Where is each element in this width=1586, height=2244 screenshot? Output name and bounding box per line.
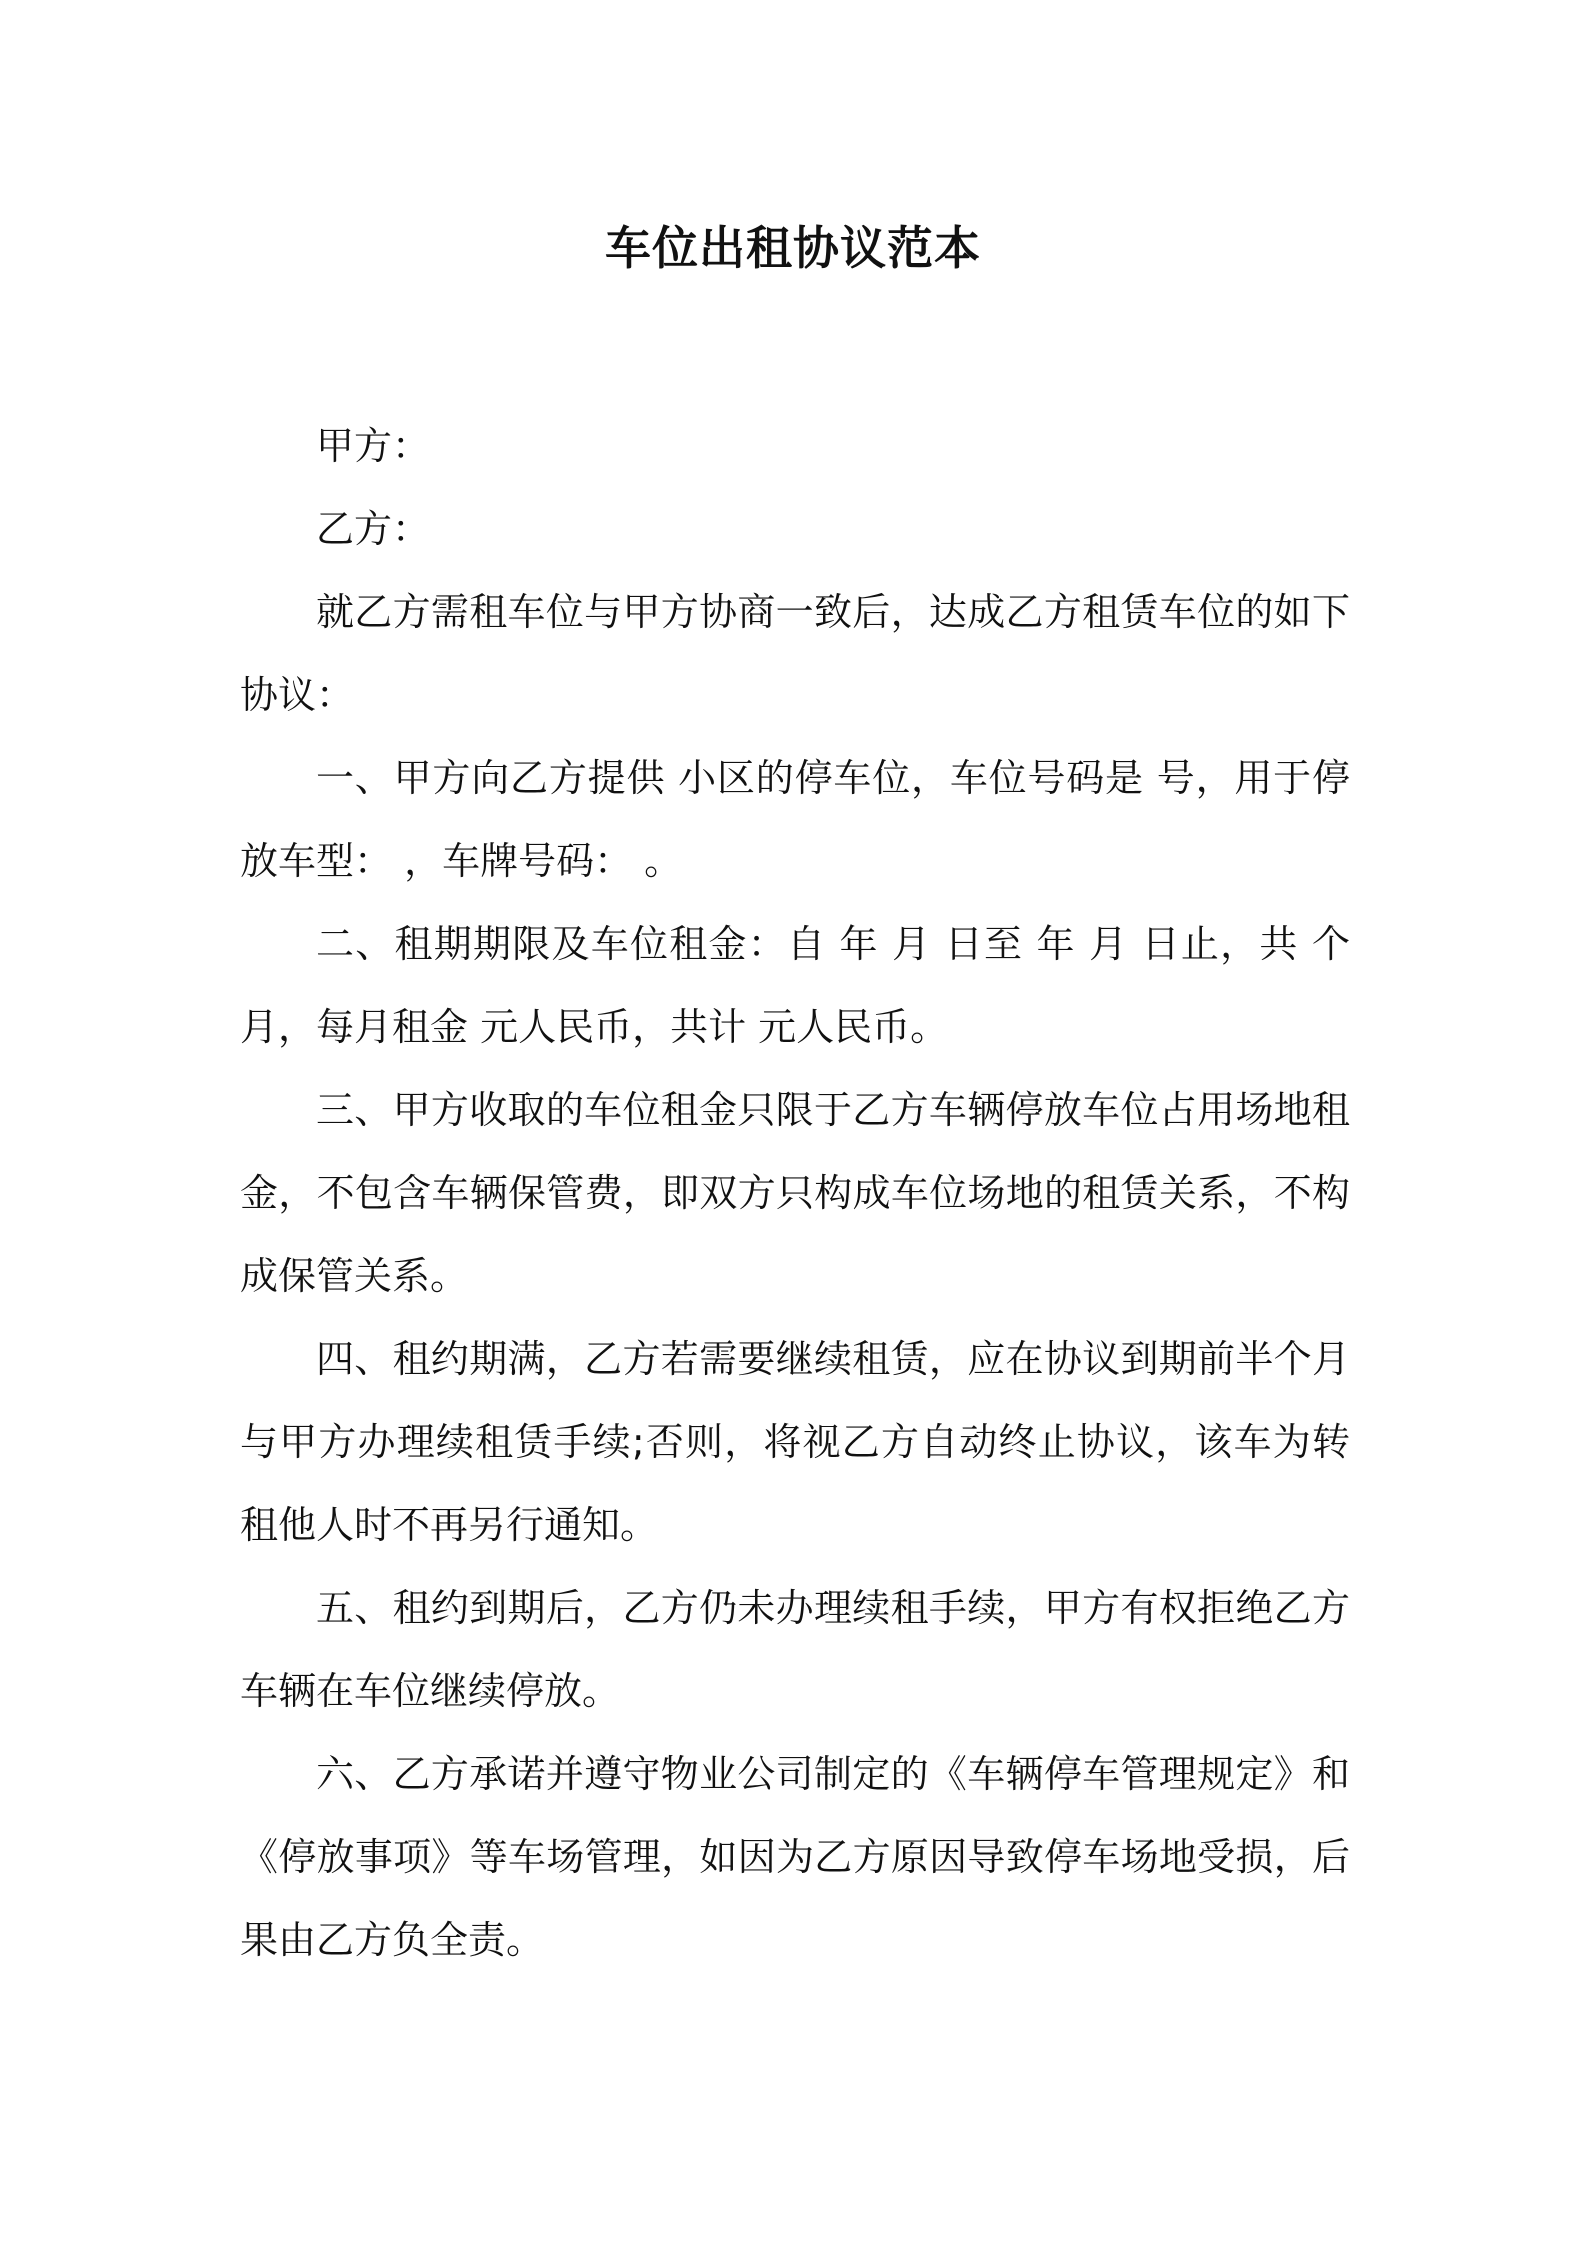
party-b-line: 乙方：: [316, 507, 431, 551]
clause-6-paragraph: 六、乙方承诺并遵守物业公司制定的《车辆停车管理规定》和《停放事项》等车场管理，如因为乙方原因导致停车场地受损，后果由乙方负全责。: [240, 1752, 1350, 1962]
clause-3-paragraph: 三、甲方收取的车位租金只限于乙方车辆停放车位占用场地租金，不包含车辆保管费，即双方只构成车位场地的租赁关系，不构成保管关系。: [240, 1088, 1350, 1298]
clause-1-paragraph: 一、甲方向乙方提供 小区的停车位，车位号码是 号，用于停放车型： ，车牌号码： 。: [240, 756, 1350, 883]
party-a-line: 甲方：: [316, 424, 431, 468]
clause-5-paragraph: 五、租约到期后，乙方仍未办理续租手续，甲方有权拒绝乙方车辆在车位继续停放。: [240, 1586, 1350, 1713]
clause-2-paragraph: 二、租期期限及车位租金：自 年 月 日至 年 月 日止，共 个月，每月租金 元人民币，共计 元人民币。: [240, 922, 1350, 1049]
clause-4-paragraph: 四、租约期满，乙方若需要继续租赁，应在协议到期前半个月与甲方办理续租赁手续;否则，将视乙方自动终止协议，该车为转租他人时不再另行通知。: [240, 1337, 1350, 1547]
document-body: [240, 405, 1350, 1982]
document-title: 车位出租协议范本: [605, 221, 981, 275]
preamble-paragraph: 就乙方需租车位与甲方协商一致后，达成乙方租赁车位的如下协议：: [240, 590, 1350, 717]
